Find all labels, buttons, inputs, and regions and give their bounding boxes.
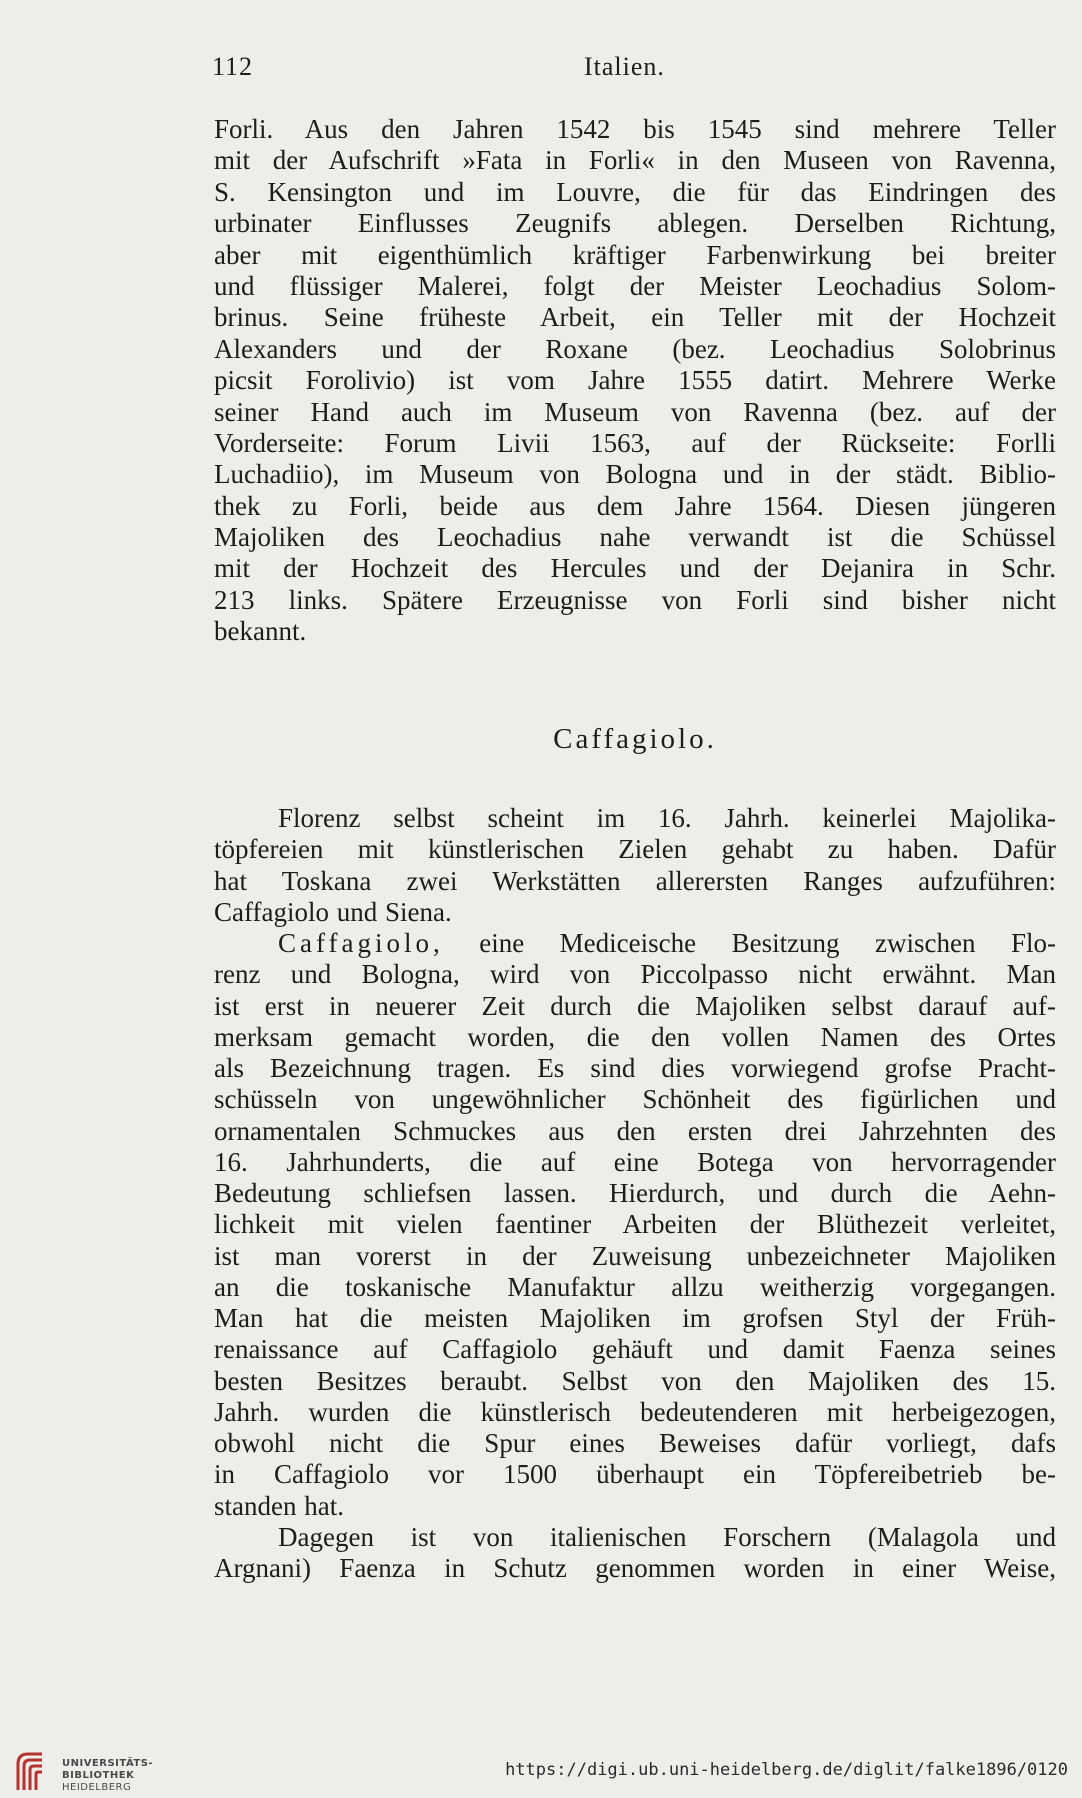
- library-name-line: BIBLIOTHEK: [62, 1770, 135, 1781]
- text-line: Jahrh. wurden die künstlerisch bedeutenderen mit herbeigezogen,: [214, 1396, 1056, 1427]
- running-title: Italien.: [584, 52, 665, 81]
- text-line: ornamentalen Schmuckes aus den ersten drei Jahrzehnten des: [214, 1115, 1056, 1146]
- text-line: Florenz selbst scheint im 16. Jahrh. keinerlei Majolika-: [278, 803, 1056, 833]
- text-line: thek zu Forli, beide aus dem Jahre 1564. Diesen jüngeren: [214, 490, 1056, 521]
- text-line: in Caffagiolo vor 1500 überhaupt ein Töpfereibetrieb be-: [214, 1459, 1056, 1490]
- text-line: renz und Bologna, wird von Piccolpasso nicht erwähnt. Man: [214, 959, 1056, 990]
- library-name: [62, 1758, 153, 1794]
- text-line: und flüssiger Malerei, folgt der Meister Leochadius Solom-: [214, 270, 1056, 301]
- permalink-url[interactable]: https://digi.ub.uni-heidelberg.de/diglit/falke1896/0120: [505, 1760, 1068, 1780]
- text-run: eine Mediceische Besitzung zwischen Flo-: [443, 928, 1056, 958]
- text-line: Man hat die meisten Majoliken im grofsen Styl der Früh-: [214, 1303, 1056, 1333]
- text-line: Argnani) Faenza in Schutz genommen worden in einer Weise,: [214, 1553, 1056, 1583]
- text-line: aber mit eigenthümlich kräftiger Farbenwirkung bei breiter: [214, 239, 1056, 270]
- text-line: seiner Hand auch im Museum von Ravenna (bez. auf der: [214, 396, 1056, 427]
- text-line: bekannt.: [214, 616, 307, 647]
- text-line: picsit Forolivio) ist vom Jahre 1555 datirt. Mehrere Werke: [214, 365, 1056, 396]
- text-line: Luchadiio), im Museum von Bologna und in der städt. Biblio-: [214, 459, 1056, 490]
- text-line: urbinater Einflusses Zeugnifs ablegen. Derselben Richtung,: [214, 208, 1056, 239]
- text-line: 16. Jahrhunderts, die auf eine Botega von hervorragender: [214, 1146, 1056, 1177]
- text-line: 213 links. Spätere Erzeugnisse von Forli sind bisher nicht: [214, 584, 1056, 615]
- text-line: Caffagiolo und Siena.: [214, 896, 452, 927]
- text-line: schüsseln von ungewöhnlicher Schönheit des figürlichen und: [214, 1084, 1056, 1115]
- text-line: Forli. Aus den Jahren 1542 bis 1545 sind mehrere Teller: [214, 114, 1056, 144]
- text-line: merksam gemacht worden, die den vollen Namen des Ortes: [214, 1021, 1056, 1052]
- text-line: töpfereien mit künstlerischen Zielen gehabt zu haben. Dafür: [214, 834, 1056, 865]
- paragraph-caffagiolo: [214, 803, 1056, 1584]
- digitization-footer: [0, 1750, 1082, 1798]
- page-header: [212, 52, 1052, 92]
- library-name-line: HEIDELBERG: [62, 1782, 132, 1793]
- text-line: S. Kensington und im Louvre, die für das Eindringen des: [214, 176, 1056, 207]
- text-line: Vorderseite: Forum Livii 1563, auf der Rückseite: Forlli: [214, 427, 1056, 458]
- spaced-place-name: Caffagiolo,: [278, 928, 444, 958]
- text-line: Bedeutung schliefsen lassen. Hierdurch, und durch die Aehn-: [214, 1178, 1056, 1208]
- text-line: Majoliken des Leochadius nahe verwandt ist die Schüssel: [214, 522, 1056, 553]
- text-line: standen hat.: [214, 1490, 344, 1521]
- heidelberg-library-logo-icon: [12, 1750, 52, 1794]
- text-line: an die toskanische Manufaktur allzu weitherzig vorgegangen.: [214, 1271, 1056, 1302]
- text-line: ist erst in neuerer Zeit durch die Majoliken selbst darauf auf-: [214, 990, 1056, 1021]
- text-line: Dagegen ist von italienischen Forschern (Malagola und: [278, 1521, 1056, 1552]
- text-line: als Bezeichnung tragen. Es sind dies vorwiegend grofse Pracht-: [214, 1053, 1056, 1083]
- section-heading: Caffagiolo.: [553, 723, 717, 755]
- text-line: [214, 928, 1056, 959]
- text-line: ist man vorerst in der Zuweisung unbezeichneter Majoliken: [214, 1240, 1056, 1271]
- text-line: renaissance auf Caffagiolo gehäuft und damit Faenza seines: [214, 1334, 1056, 1365]
- text-line: mit der Hochzeit des Hercules und der Dejanira in Schr.: [214, 553, 1056, 584]
- text-line: Alexanders und der Roxane (bez. Leochadius Solobrinus: [214, 333, 1056, 364]
- page-number: 112: [212, 52, 254, 81]
- library-name-line: UNIVERSITÄTS-: [62, 1758, 154, 1769]
- text-line: obwohl nicht die Spur eines Beweises dafür vorliegt, dafs: [214, 1428, 1056, 1458]
- text-line: besten Besitzes beraubt. Selbst von den Majoliken des 15.: [214, 1365, 1056, 1396]
- text-line: mit der Aufschrift »Fata in Forli« in den Museen von Ravenna,: [214, 145, 1056, 176]
- text-line: brinus. Seine früheste Arbeit, ein Teller mit der Hochzeit: [214, 302, 1056, 333]
- paragraph-forli: [214, 114, 1056, 648]
- text-line: lichkeit mit vielen faentiner Arbeiten der Blüthezeit verleitet,: [214, 1209, 1056, 1240]
- text-line: hat Toskana zwei Werkstätten allerersten Ranges aufzuführen:: [214, 865, 1056, 896]
